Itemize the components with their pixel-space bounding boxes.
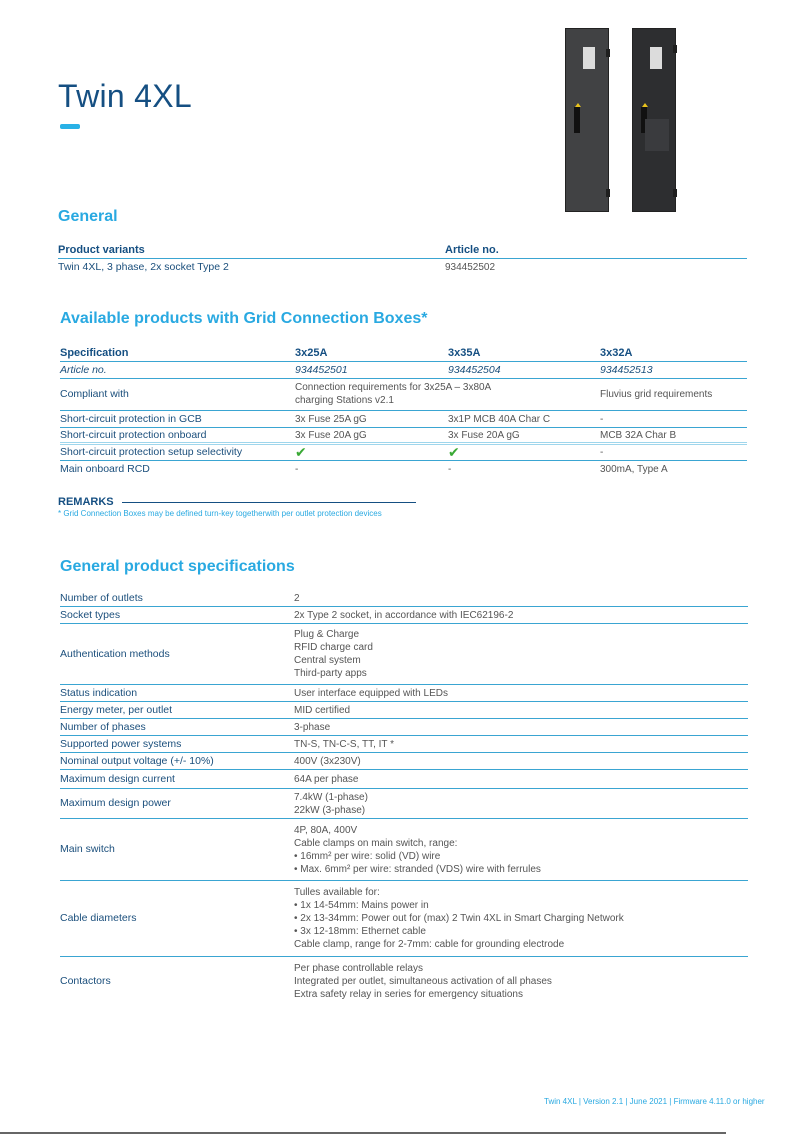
spec-label: Maximum design current (60, 772, 175, 785)
spec-label: Maximum design power (60, 797, 171, 809)
spec-line: Integrated per outlet, simultaneous activation of all phases (294, 975, 552, 987)
spec-line: Tulles available for: (294, 887, 380, 898)
spec-line: • 3x 12-18mm: Ethernet cable (294, 926, 426, 937)
grid-connection-table (60, 345, 747, 478)
table-header-row (60, 345, 747, 362)
spec-line: Cable clamp, range for 2-7mm: cable for grounding electrode (294, 939, 565, 950)
page-title: Twin 4XL (58, 78, 193, 114)
section-heading-specifications: General product specifications (60, 558, 295, 575)
spec-value (294, 738, 394, 751)
spec-line: • 16mm² per wire: solid (VD) wire (294, 850, 441, 862)
cell-value: - (600, 447, 604, 458)
table-row (60, 719, 748, 736)
door-handle-icon (574, 107, 580, 133)
column-header: Product variants (58, 244, 145, 256)
table-row (60, 789, 748, 819)
column-header: Article no. (445, 244, 499, 256)
cell-value: 3x1P MCB 40A Char C (448, 413, 551, 425)
cell-value: 3x Fuse 20A gG (295, 429, 367, 441)
article-number: 934452504 (448, 363, 501, 376)
compliance-text: Fluvius grid requirements (600, 389, 713, 400)
spec-value (294, 704, 350, 717)
compliance-line: charging Stations v2.1 (295, 395, 394, 406)
cell-value: - (295, 464, 299, 475)
spec-label: Number of phases (60, 720, 146, 733)
spec-value (294, 791, 368, 817)
spec-line: MID certified (294, 704, 351, 716)
spec-line: Per phase controllable relays (294, 962, 423, 974)
table-row (60, 685, 748, 702)
spec-value (294, 755, 361, 768)
spec-label: Number of outlets (60, 591, 143, 604)
spec-label: Cable diameters (60, 912, 137, 924)
spec-value (294, 773, 359, 786)
table-row (60, 957, 748, 1005)
spec-line: Cable clamps on main switch, range: (294, 837, 458, 849)
spec-value (294, 962, 552, 1001)
spec-line: 2x Type 2 socket, in accordance with IEC62196-2 (294, 609, 514, 621)
table-header-row (58, 243, 747, 259)
spec-line: Extra safety relay in series for emergency situations (294, 988, 523, 1000)
table-row (60, 736, 748, 753)
spec-line: TN-S, TN-C-S, TT, IT * (294, 738, 395, 750)
product-variant: Twin 4XL, 3 phase, 2x socket Type 2 (58, 261, 229, 273)
article-number: 934452501 (295, 363, 348, 376)
cell-value: MCB 32A Char B (600, 429, 677, 441)
spec-label: Status indication (60, 686, 138, 699)
row-label: Short-circuit protection onboard (60, 428, 207, 441)
title-accent-bar (60, 124, 80, 129)
remarks-text: * Grid Connection Boxes may be defined turn-key togetherwith per outlet protection devices (58, 509, 382, 518)
product-image (565, 28, 677, 212)
article-number: 934452502 (445, 262, 496, 273)
table-row (60, 702, 748, 719)
divider (122, 502, 416, 503)
row-label: Main onboard RCD (60, 463, 150, 475)
checkmark-icon: ✔ (295, 444, 307, 460)
spec-label: Energy meter, per outlet (60, 703, 173, 716)
row-label: Short-circuit protection setup selectivity (60, 446, 243, 458)
spec-value (294, 687, 448, 700)
cell-value: - (600, 413, 604, 425)
spec-line: 2 (294, 592, 300, 604)
spec-line: User interface equipped with LEDs (294, 687, 448, 699)
section-heading-grid-connection-boxes: Available products with Grid Connection Boxes* (60, 310, 428, 327)
article-number: 934452513 (600, 363, 653, 376)
spec-value (294, 592, 300, 605)
spec-label: Authentication methods (60, 647, 170, 660)
row-label: Compliant with (60, 388, 129, 400)
spec-label: Nominal output voltage (+/- 10%) (60, 754, 214, 767)
table-row (60, 607, 748, 624)
checkmark-icon: ✔ (448, 444, 460, 460)
column-header: 3x25A (295, 346, 328, 359)
table-row (60, 461, 747, 478)
table-row (60, 624, 748, 685)
cell-value: 300mA, Type A (600, 464, 668, 475)
cabinet-left-image (565, 28, 609, 212)
remarks-title (58, 496, 416, 508)
spec-line: Central system (294, 655, 361, 666)
table-row (60, 590, 748, 607)
spec-label: Contactors (60, 974, 111, 987)
row-label: Article no. (60, 363, 107, 376)
page-footer: Twin 4XL | Version 2.1 | June 2021 | Firmware 4.11.0 or higher (544, 1097, 765, 1106)
spec-value (294, 628, 373, 680)
column-header: 3x35A (448, 346, 481, 359)
cell-value: 3x Fuse 20A gG (448, 429, 520, 441)
section-heading-general: General (58, 208, 118, 225)
spec-line: 3-phase (294, 721, 331, 733)
specifications-table (60, 590, 748, 1005)
spec-line: • Max. 6mm² per wire: stranded (VDS) wire with ferrules (294, 863, 541, 875)
spec-line: 64A per phase (294, 773, 359, 785)
compliance-text (295, 379, 600, 407)
spec-line: Third-party apps (294, 668, 367, 679)
spec-label: Main switch (60, 843, 115, 855)
remarks-label: REMARKS (58, 496, 114, 508)
table-row (60, 770, 748, 789)
spec-line: • 1x 14-54mm: Mains power in (294, 900, 429, 911)
table-row (60, 379, 747, 411)
compliance-line: Connection requirements for 3x25A – 3x80A (295, 382, 492, 393)
spec-value (294, 886, 624, 951)
spec-line: 7.4kW (1-phase) (294, 791, 368, 803)
spec-line: 22kW (3-phase) (294, 804, 366, 816)
spec-line: 400V (3x230V) (294, 755, 361, 767)
rfid-panel (645, 119, 669, 151)
cell-value: - (448, 464, 452, 475)
spec-label: Supported power systems (60, 737, 182, 750)
cell-value: 3x Fuse 25A gG (295, 413, 367, 425)
table-row (60, 819, 748, 881)
remarks (58, 496, 416, 518)
general-table (58, 243, 747, 276)
spec-label: Socket types (60, 608, 121, 621)
table-row (60, 881, 748, 957)
spec-line: 4P, 80A, 400V (294, 824, 358, 836)
spec-value (294, 609, 513, 622)
spec-line: Plug & Charge (294, 629, 360, 640)
cabinet-right-image (632, 28, 676, 212)
table-row (60, 753, 748, 770)
table-row (60, 445, 747, 461)
spec-line: • 2x 13-34mm: Power out for (max) 2 Twin 4XL in Smart Charging Network (294, 913, 624, 924)
column-header: Specification (60, 346, 129, 359)
row-label: Short-circuit protection in GCB (60, 412, 202, 425)
table-row (58, 259, 747, 276)
table-row (60, 362, 747, 379)
table-row (60, 411, 747, 428)
spec-value (294, 824, 541, 876)
table-row (60, 428, 747, 445)
spec-value (294, 721, 330, 734)
column-header: 3x32A (600, 346, 633, 359)
spec-line: RFID charge card (294, 642, 373, 653)
